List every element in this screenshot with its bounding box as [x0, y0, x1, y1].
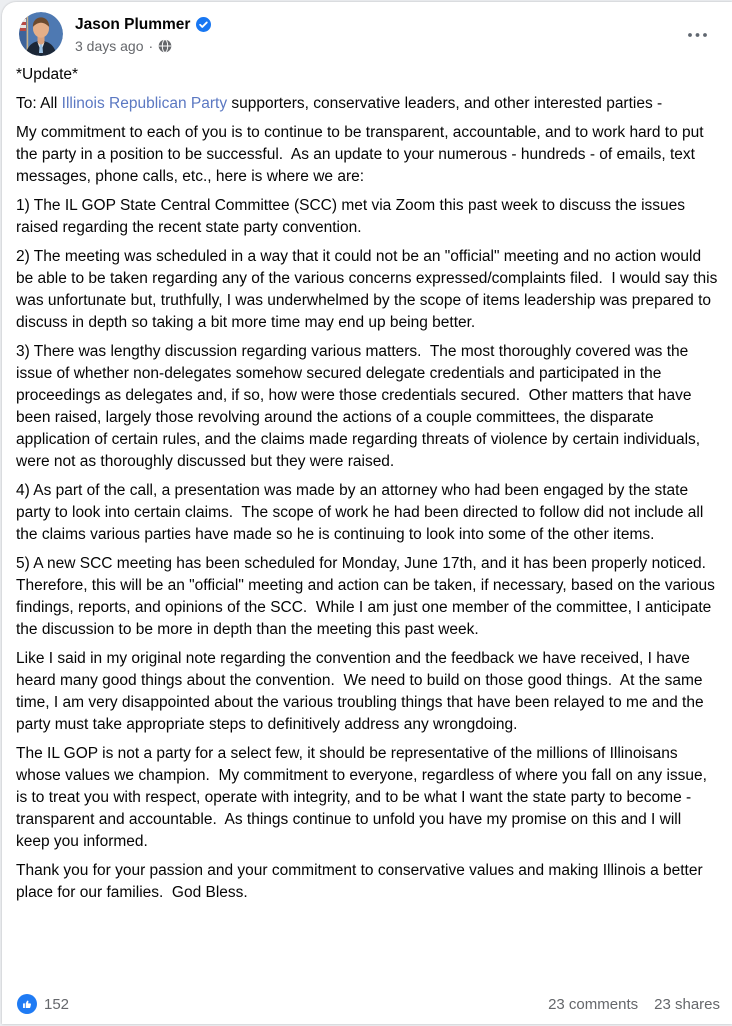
- to-line-suffix: supporters, conservative leaders, and other interested parties -: [227, 95, 663, 112]
- more-options-button[interactable]: [680, 22, 714, 48]
- illinois-republican-party-link[interactable]: Illinois Republican Party: [61, 95, 228, 112]
- post-paragraph: My commitment to each of you is to continue to be transparent, accountable, and to work hard to put the party in a position to be successful. As an update to your numerous - hundreds - of emails, text messages, phone calls, etc., here is where we are:: [16, 124, 708, 185]
- profile-photo-icon: [19, 12, 63, 56]
- ellipsis-icon: [687, 32, 708, 38]
- reaction-count: 152: [44, 995, 70, 1013]
- post-paragraph: The IL GOP is not a party for a select few, it should be representative of the millions of Illinoisans whose values we champion. My commitment to everyone, regardless of where you fall on any issue, is to treat you with respect, operate with integrity, and to be what I want the state party to become - transparent and accountable. As things continue to unfold you have my promise on this and I will keep you informed.: [16, 745, 712, 850]
- post-card: [2, 2, 732, 1024]
- globe-icon: [158, 39, 172, 53]
- post-header: [2, 2, 732, 58]
- post-content: [2, 58, 732, 904]
- avatar[interactable]: [19, 12, 63, 56]
- author-name[interactable]: Jason Plummer: [75, 16, 191, 33]
- post-paragraph: 1) The IL GOP State Central Committee (SCC) met via Zoom this past week to discuss the issues raised regarding the recent state party convention.: [16, 197, 690, 236]
- to-line-prefix: To: All: [16, 95, 62, 112]
- post-paragraph: 3) There was lengthy discussion regarding various matters. The most thoroughly covered was the issue of whether non-delegates somehow secured delegate credentials and participated in the proceedings as delegates and, if so, how were those credentials secured. Other matters that have been raised, largely those revolving around the actions of a couple committees, the disparate application of certain rules, and the claims made regarding threats of violence by certain individuals, were not as thoroughly discussed but they were raised.: [16, 343, 705, 470]
- shares-count-link[interactable]: 23 shares: [654, 995, 720, 1013]
- engagement-bar: [2, 988, 732, 1022]
- dot-separator: ·: [148, 38, 154, 54]
- reactions-summary[interactable]: [17, 994, 69, 1014]
- post-timestamp[interactable]: 3 days ago: [75, 38, 144, 54]
- post-paragraph-update: *Update*: [16, 66, 79, 83]
- comments-count-link[interactable]: 23 comments: [548, 995, 639, 1013]
- thumbs-up-icon: [17, 994, 37, 1014]
- verified-badge-icon: [196, 17, 211, 32]
- post-paragraph-to: [16, 93, 718, 115]
- header-info: [75, 12, 211, 54]
- post-paragraph: Thank you for your passion and your commitment to conservative values and making Illinois a better place for our families. God Bless.: [16, 862, 707, 901]
- post-paragraph: Like I said in my original note regarding the convention and the feedback we have received, I have heard many good things about the convention. We need to build on those good things. At the same time, I am very disappointed about the various troubling things that have been relayed to me and the party must take appropriate steps to definitively address any wrongdoing.: [16, 650, 708, 733]
- post-paragraph: 5) A new SCC meeting has been scheduled for Monday, June 17th, and it has been properly noticed. Therefore, this will be an "official" meeting and action can be taken, if necessary, based on the various findings, reports, and opinions of the SCC. While I am just one member of the committee, I anticipate the discussion to be more in depth than the meeting this past week.: [16, 555, 720, 638]
- post-paragraph: 4) As part of the call, a presentation was made by an attorney who had been engaged by the state party to look into certain claims. The scope of work he had been directed to follow did not include all the claims various parties have made so he is continuing to look into some of the other items.: [16, 482, 708, 543]
- post-paragraph: 2) The meeting was scheduled in a way that it could not be an "official" meeting and no action would be able to be taken regarding any of the various concerns expressed/complaints filed. I would say this was unfortunate but, truthfully, I was underwhelmed by the scope of items leadership was prepared to discuss in depth so taking a bit more time may end up being better.: [16, 248, 722, 331]
- footer-links: [548, 996, 720, 1013]
